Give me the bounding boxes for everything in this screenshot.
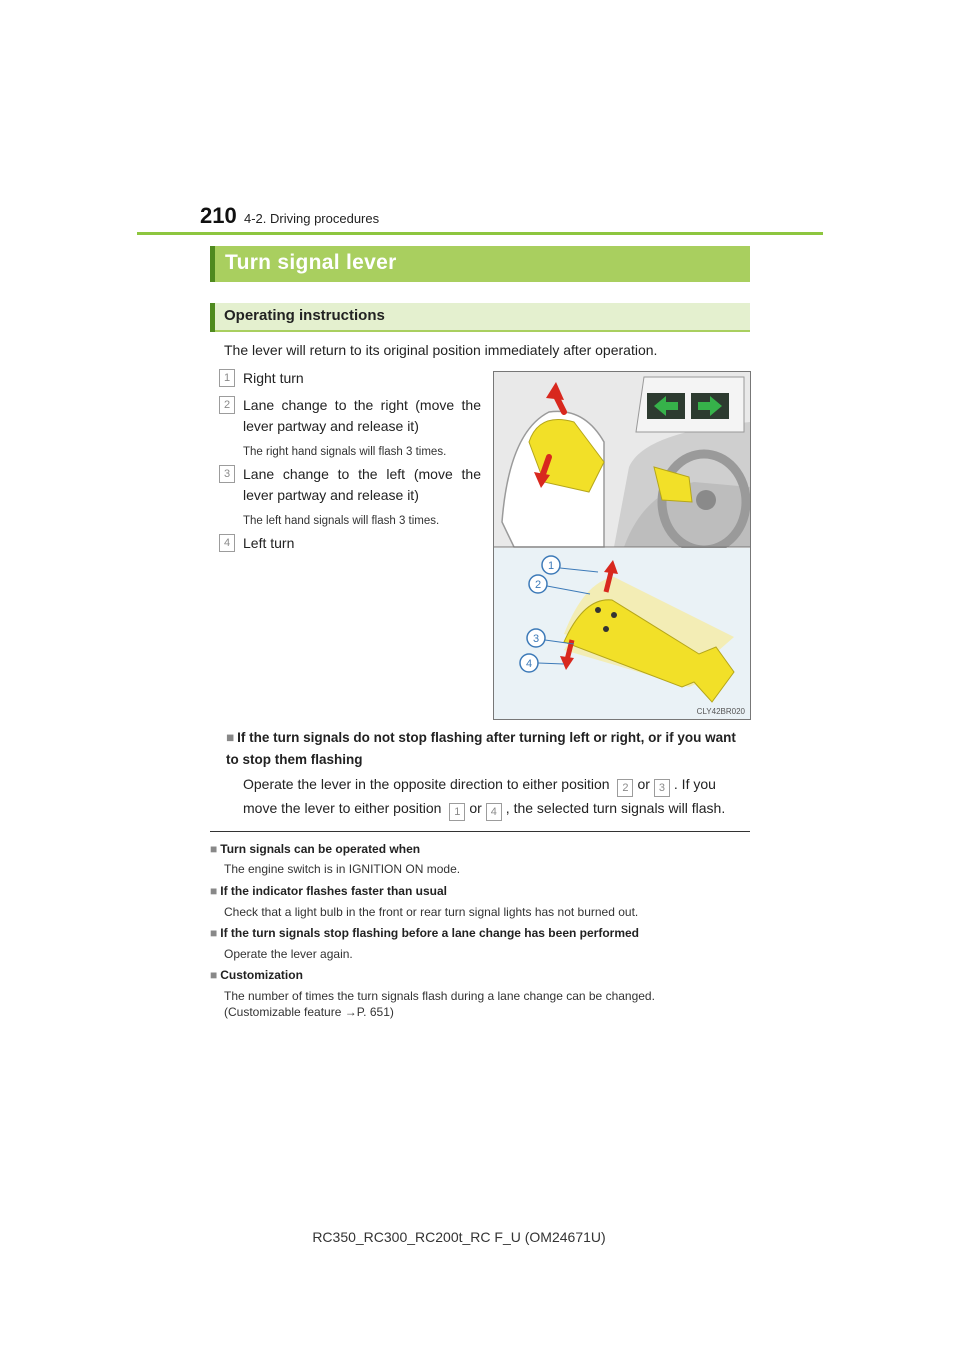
lever-symbol-b bbox=[611, 612, 617, 618]
item-2-note: The right hand signals will flash 3 times. bbox=[243, 446, 447, 458]
steering-hub bbox=[696, 490, 716, 510]
trouble-join-2: or bbox=[469, 800, 482, 816]
note-2-heading: ■ If the indicator flashes faster than usual bbox=[210, 884, 447, 898]
figure-code: CLY42BR020 bbox=[696, 707, 745, 716]
lever-symbol-a bbox=[595, 607, 601, 613]
square-bullet-icon: ■ bbox=[210, 968, 218, 982]
turn-signal-illustration bbox=[493, 371, 751, 720]
inline-number-4: 4 bbox=[486, 803, 502, 821]
intro-text: The lever will return to its original position immediately after operation. bbox=[224, 342, 658, 358]
item-1-number: 1 bbox=[219, 369, 235, 387]
square-bullet-icon: ■ bbox=[210, 884, 218, 898]
subtitle: Operating instructions bbox=[224, 307, 385, 324]
section-rule bbox=[210, 831, 750, 832]
item-2-text: Lane change to the right (move the lever partway and release it) bbox=[243, 397, 481, 434]
note-1-heading: ■ Turn signals can be operated when bbox=[210, 842, 421, 856]
square-bullet-icon: ■ bbox=[226, 730, 235, 745]
note-3-heading: ■ If the turn signals stop flashing before a lane change has been performed bbox=[210, 926, 639, 940]
note-2-body: Check that a light bulb in the front or rear turn signal lights has not burned out. bbox=[224, 905, 639, 919]
inline-number-1: 1 bbox=[449, 803, 465, 821]
item-2-number: 2 bbox=[219, 396, 235, 414]
page-title: Turn signal lever bbox=[225, 251, 397, 274]
item-3-number: 3 bbox=[219, 465, 235, 483]
callout-3-label: 3 bbox=[532, 633, 540, 645]
inline-number-3: 3 bbox=[654, 779, 670, 797]
subtitle-bar bbox=[210, 303, 750, 332]
trouble-join-1: or bbox=[637, 776, 650, 792]
item-4-number: 4 bbox=[219, 534, 235, 552]
note-3-body: Operate the lever again. bbox=[224, 947, 353, 961]
header-rule bbox=[137, 232, 823, 235]
trouble-text-2: . If you move the lever to either position bbox=[243, 776, 716, 816]
square-bullet-icon: ■ bbox=[210, 842, 218, 856]
lever-drawing bbox=[494, 372, 750, 719]
item-3-text: Lane change to the left (move the lever partway and release it) bbox=[243, 466, 481, 503]
callout-4-label: 4 bbox=[525, 658, 533, 670]
trouble-body bbox=[243, 773, 748, 821]
trouble-heading-text: If the turn signals do not stop flashing after turning left or right, or if you want to stop them flashing bbox=[226, 730, 736, 767]
square-bullet-icon: ■ bbox=[210, 926, 218, 940]
title-accent bbox=[210, 246, 215, 282]
note-4-heading: ■ Customization bbox=[210, 968, 303, 982]
item-4-text: Left turn bbox=[243, 535, 295, 551]
trouble-heading bbox=[226, 727, 746, 771]
trouble-text-3: , the selected turn signals will flash. bbox=[505, 800, 726, 816]
item-3-note: The left hand signals will flash 3 times. bbox=[243, 515, 440, 527]
lever-symbol-c bbox=[603, 626, 609, 632]
section-label: 4-2. Driving procedures bbox=[244, 211, 380, 226]
trouble-text-1: Operate the lever in the opposite direction to either position bbox=[243, 776, 610, 792]
item-1-text: Right turn bbox=[243, 370, 304, 386]
title-bar bbox=[210, 246, 750, 282]
page-number: 210 bbox=[200, 203, 237, 228]
inline-number-2: 2 bbox=[617, 779, 633, 797]
callout-2-label: 2 bbox=[534, 579, 542, 591]
footer bbox=[0, 1229, 960, 1245]
footer-text: RC350_RC300_RC200t_RC F_U (OM24671U) bbox=[312, 1229, 606, 1245]
callout-1-label: 1 bbox=[547, 560, 555, 572]
note-4-body: The number of times the turn signals flash during a lane change can be changed. bbox=[224, 989, 655, 1003]
subtitle-accent bbox=[210, 303, 215, 332]
note-1-body: The engine switch is in IGNITION ON mode. bbox=[224, 862, 461, 876]
note-4-body-line2: (Customizable feature →P. 651) bbox=[224, 1005, 394, 1019]
